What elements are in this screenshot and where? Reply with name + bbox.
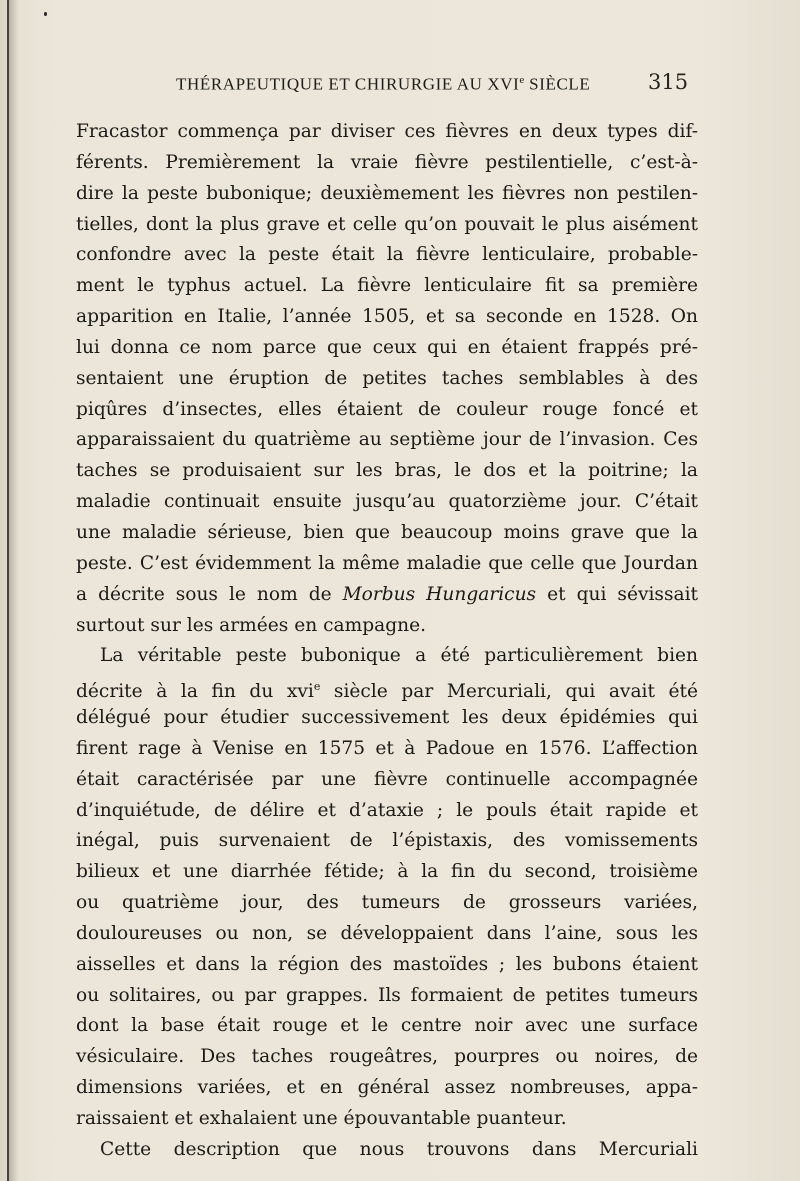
text-line: décrite à la fin du xvi$^e$ siècle par Mercuriali, qui avait été — [76, 680, 699, 703]
text-line: confondre avec la peste était la fièvre lenticulaire, probable- — [76, 244, 698, 266]
text-line-paragraph-end: raissaient et exhalaient une épouvantable puanteur. — [76, 1108, 567, 1129]
body-text — [76, 117, 698, 1166]
text-line: apparaissaient du quatrième au septième jour de l’invasion. Ces — [76, 429, 698, 451]
text-line: aisselles et dans la région des mastoïdes ; les bubons étaient — [76, 953, 698, 975]
text-line: bilieux et une diarrhée fétide; à la fin du second, troisième — [76, 861, 698, 883]
running-head — [176, 74, 630, 95]
text-line: était caractérisée par une fièvre continuelle accompagnée — [76, 768, 698, 790]
text-line: ou solitaires, ou par grappes. Ils formaient de petites tumeurs — [76, 984, 698, 1006]
text-line: ment le typhus actuel. La fièvre lenticulaire fit sa première — [76, 275, 698, 297]
text-line: férents. Premièrement la vraie fièvre pestilentielle, c’est-à- — [76, 151, 698, 173]
binding-shadow — [9, 0, 19, 1181]
text-line: a décrite sous le nom de Morbus Hungaricus et qui sévissait — [76, 583, 698, 605]
text-line: ou quatrième jour, des tumeurs de grosseurs variées, — [76, 892, 698, 914]
running-head-end: SIÈCLE — [524, 74, 591, 94]
running-head-main: THÉRAPEUTIQUE ET CHIRURGIE AU XVI — [176, 74, 520, 94]
italic-term: Morbus Hungaricus — [342, 583, 537, 605]
page-number: 315 — [648, 70, 689, 94]
text-line: Fracastor commença par diviser ces fièvres en deux types dif- — [76, 121, 698, 142]
text-line: apparition en Italie, l’année 1505, et sa seconde en 1528. On — [76, 306, 698, 328]
text-line: tielles, dont la plus grave et celle qu’on pouvait le plus aisément — [76, 213, 698, 235]
text-line: une maladie sérieuse, bien que beaucoup moins grave que la — [76, 521, 698, 543]
text-line: firent rage à Venise en 1575 et à Padoue en 1576. L’affection — [76, 737, 698, 759]
text-line: dire la peste bubonique; deuxièmement les fièvres non pestilen- — [76, 182, 698, 204]
text-line: vésiculaire. Des taches rougeâtres, pourpres ou noires, de — [76, 1046, 698, 1068]
text-line: peste. C’est évidemment la même maladie que celle que Jourdan — [76, 552, 698, 574]
century-superscript: e — [313, 680, 321, 694]
text-line-paragraph-start: La véritable peste bubonique a été particulièrement bien — [100, 645, 698, 667]
text-line: d’inquiétude, de délire et d’ataxie ; le pouls était rapide et — [76, 799, 698, 821]
text-line: inégal, puis survenaient de l’épistaxis, des vomissements — [76, 830, 698, 852]
text-line: piqûres d’insectes, elles étaient de couleur rouge foncé et — [76, 398, 698, 420]
text-line: sentaient une éruption de petites taches semblables à des — [76, 367, 698, 389]
running-head-superscript: e — [519, 74, 525, 86]
text-line: maladie continuait ensuite jusqu’au quatorzième jour. C’était — [76, 491, 698, 513]
ink-speck — [44, 12, 47, 16]
text-line: lui donna ce nom parce que ceux qui en étaient frappés pré- — [76, 336, 698, 358]
text-line: douloureuses ou non, se développaient dans l’aine, sous les — [76, 922, 698, 944]
text-line: délégué pour étudier successivement les deux épidémies qui — [76, 707, 698, 729]
text-line: dimensions variées, et en général assez nombreuses, appa- — [76, 1077, 698, 1099]
text-line: dont la base était rouge et le centre noir avec une surface — [76, 1015, 698, 1037]
text-line-paragraph-start: Cette description que nous trouvons dans Mercuriali — [100, 1138, 698, 1160]
text-line-paragraph-end: surtout sur les armées en campagne. — [76, 614, 427, 636]
text-line: taches se produisaient sur les bras, le dos et la poitrine; la — [76, 460, 698, 482]
